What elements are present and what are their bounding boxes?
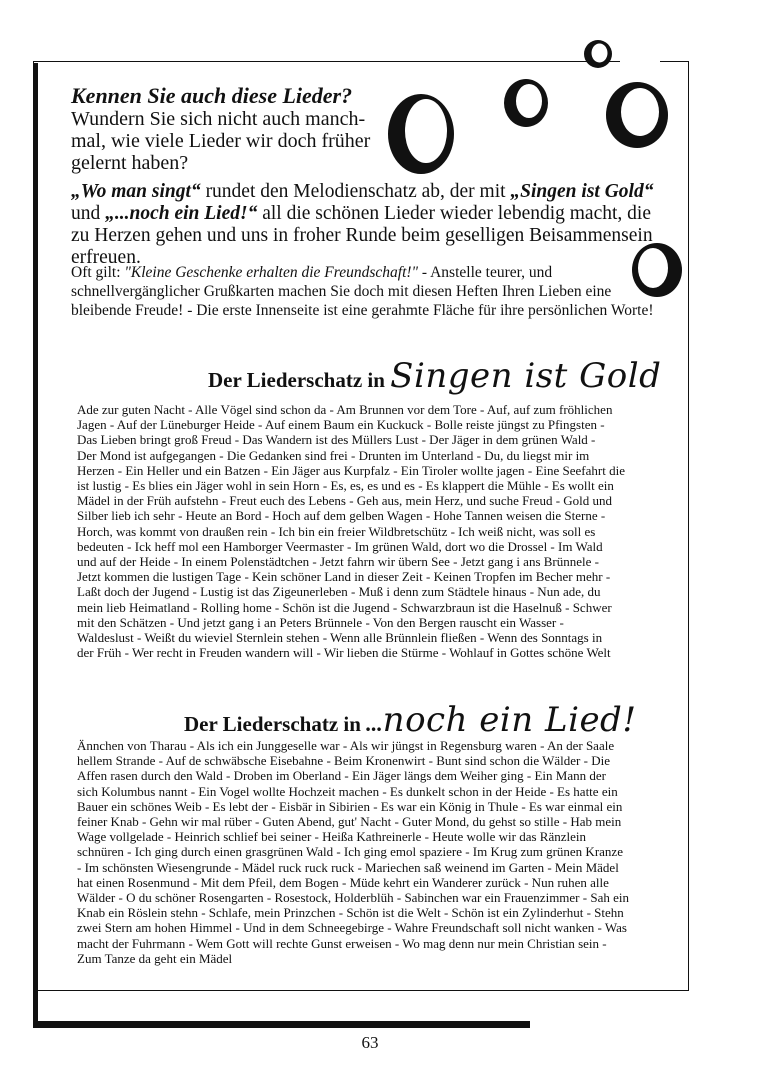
song-line: und auf der Heide - In einem Polenstädtchen - Jetzt fahrn wir übern See - Jetzt gang i ans Brünnele - bbox=[77, 554, 599, 570]
gift-text: - Anstelle teurer, und bbox=[418, 264, 553, 281]
song-line: Jetzt kommen die lustigen Tage - Kein schöner Land in dieser Zeit - Keinen Tropfen im Becher mehr - bbox=[77, 569, 611, 585]
title-singen-ist-gold: „Singen ist Gold“ bbox=[510, 181, 654, 202]
song-line: schnüren - Ich ging durch einen grasgrünen Wald - Ich ging emol spaziere - Im Krug zum grünen Kranze bbox=[77, 844, 623, 860]
heading-script: noch ein Lied! bbox=[382, 700, 637, 740]
song-line: macht der Fuhrmann - Wem Gott will rechte Gunst erweisen - Wo mag denn nur mein Christian sein - bbox=[77, 935, 607, 951]
song-line: mit den Schätzen - Und jetzt gang i an Peters Brünnele - Von den Bergen rauscht ein Wasser - bbox=[77, 614, 564, 630]
song-line: Zum Tanze da geht ein Mädel bbox=[77, 950, 233, 966]
song-line: Knab ein Röslein stehn - Schlafe, mein Prinzchen - Schön ist die Welt - Schön ist ein Zylinderhut - Stehn bbox=[77, 905, 624, 921]
song-line: Wage vollgelade - Heinrich schlief bei seiner - Heißa Kathreinerle - Heute wolle wir das Ränzlein bbox=[77, 829, 586, 845]
heading-dots: ... bbox=[366, 711, 383, 736]
section-heading-gold bbox=[208, 356, 661, 396]
song-line: Das Lieben bringt groß Freud - Das Wandern ist des Müllers Lust - Der Jäger in dem grünen Wald - bbox=[77, 432, 596, 448]
song-line: Mädel in der Früh aufstehn - Freut euch des Lebens - Geh aus, mein Herz, und suche Freud - Gold und bbox=[77, 493, 613, 509]
main-line: zu Herzen gehen und uns in froher Runde beim geselligen Beisammensein bbox=[71, 225, 653, 246]
song-list-lied bbox=[77, 738, 683, 966]
gift-line: bleibende Freude! - Die erste Innenseite ist eine gerahmte Fläche für ihre persönlichen Worte! bbox=[71, 302, 654, 319]
heading-plain: Der Liederschatz in bbox=[208, 368, 391, 392]
song-line: sich Kolumbus nannt - Ein Vogel wollte Hochzeit machen - Es dunkelt schon in der Heide - Es hatte ein bbox=[77, 783, 618, 799]
gift-line bbox=[71, 263, 683, 282]
song-line: Laßt doch der Jugend - Lustig ist das Zigeunerleben - Muß i denn zum Städtele hinaus - Nun ade, du bbox=[77, 584, 601, 600]
song-line: der Früh - Wer recht in Freuden wandern will - Wir lieben die Stürme - Wohlauf in Gottes schöne Welt bbox=[77, 645, 611, 661]
gift-note bbox=[71, 263, 683, 320]
song-line: Horch, was kommt von draußen rein - Ich bin ein freier Wildbretschütz - Ich weiß nicht, was soll es bbox=[77, 523, 596, 539]
song-line: feiner Knab - Gehn wir mal rüber - Guten Abend, gut' Nacht - Guter Mond, du gehst so stille - Hab mein bbox=[77, 814, 622, 830]
song-line: Waldeslust - Weißt du wieviel Sternlein stehen - Wenn alle Brünnlein fließen - Wenn des Sonntags in bbox=[77, 630, 603, 646]
frame-shadow-bottom bbox=[33, 1021, 530, 1028]
page-number: 63 bbox=[361, 1033, 379, 1052]
frame-gap bbox=[620, 58, 660, 64]
gift-lead: Oft gilt: bbox=[71, 264, 125, 281]
title-noch-ein-lied: „...noch ein Lied!“ bbox=[105, 203, 258, 224]
song-line: hellem Strande - Auf de schwäbsche Eisebahne - Beim Kronenwirt - Bunt sind schon die Wälder - Die bbox=[77, 753, 610, 769]
gift-line: schnellvergänglicher Grußkarten machen Sie doch mit diesen Heften Ihren Lieben eine bbox=[71, 283, 612, 300]
main-paragraph bbox=[71, 181, 683, 269]
main-line: erfreuen. bbox=[71, 247, 141, 268]
song-line: ist lustig - Es blies ein Jäger wohl in sein Horn - Es, es, es und es - Es klappert die Mühle - Es wollt ein bbox=[77, 478, 614, 494]
main-line bbox=[71, 203, 683, 225]
main-line bbox=[71, 181, 683, 203]
section-heading-lied bbox=[184, 700, 637, 740]
main-text: rundet den Melodienschatz ab, der mit bbox=[200, 181, 511, 202]
song-line: Affen rasen durch den Wald - Droben im Oberland - Ein Jäger längs dem Weiher ging - Ein Mann der bbox=[77, 768, 606, 784]
song-line: bedeuten - Ick heff mol een Hamborger Veermaster - Im grünen Wald, dort wo die Drossel - Im Wald bbox=[77, 538, 603, 554]
song-line: Ännchen von Tharau - Als ich ein Junggeselle war - Als wir jüngst in Regensburg waren - An der Saale bbox=[77, 738, 615, 753]
ring-small-icon bbox=[581, 37, 615, 71]
main-text: all die schönen Lieder wieder lebendig macht, die bbox=[257, 203, 651, 224]
intro-line: Wundern Sie sich nicht auch manch- bbox=[71, 108, 366, 130]
song-line: zwei Stern am hohen Himmel - Und in dem Schneegebirge - Wahre Freundschaft soll nicht wanken - Was bbox=[77, 920, 627, 936]
intro-title: Kennen Sie auch diese Lieder? bbox=[71, 83, 353, 108]
song-line: Wälder - O du schöner Rosengarten - Rosestock, Holderblüh - Sabinchen war ein Frauenzimmer - Sah ein bbox=[77, 890, 629, 906]
intro-block bbox=[71, 84, 683, 174]
song-line: Der Mond ist aufgegangen - Die Gedanken sind frei - Drunten im Unterland - Du, du liegst mir im bbox=[77, 447, 590, 463]
intro-line: gelernt haben? bbox=[71, 152, 189, 174]
song-line: hat einen Rosenmund - Mit dem Pfeil, dem Bogen - Müde kehrt ein Wanderer zurück - Nun ruhen alle bbox=[77, 874, 609, 890]
song-line: Silber lieb ich sehr - Heute an Bord - Hoch auf dem gelben Wagen - Hohe Tannen weisen die Sterne - bbox=[77, 508, 606, 524]
song-line: mein lieb Heimatland - Rolling home - Schön ist die Jugend - Schwarzbraun ist die Haselnuß - Schwer bbox=[77, 599, 612, 615]
song-line: Herzen - Ein Heller und ein Batzen - Ein Jäger aus Kurpfalz - Ein Tiroler wollte jagen - Eine Seefahrt die bbox=[77, 462, 625, 478]
song-line: Ade zur guten Nacht - Alle Vögel sind schon da - Am Brunnen vor dem Tore - Auf, auf zum fröhlichen bbox=[77, 402, 613, 417]
song-line: - Im schönsten Wiesengrunde - Mädel ruck ruck ruck - Mariechen saß weinend im Garten - Mein Mädel bbox=[77, 859, 619, 875]
heading-plain: Der Liederschatz in bbox=[184, 712, 367, 736]
main-text: und bbox=[71, 203, 106, 224]
intro-line: mal, wie viele Lieder wir doch früher bbox=[71, 130, 371, 152]
gift-quote: "Kleine Geschenke erhalten die Freundschaft!" bbox=[124, 264, 419, 281]
song-line: Jagen - Auf der Lüneburger Heide - Auf einem Baum ein Kuckuck - Bolle reiste jüngst zu Pfingsten - bbox=[77, 417, 605, 433]
title-wo-man-singt: „Wo man singt“ bbox=[71, 181, 201, 202]
frame-shadow-left bbox=[33, 63, 38, 1028]
intro-text bbox=[71, 108, 683, 174]
heading-script: Singen ist Gold bbox=[390, 356, 662, 396]
song-line: Bauer ein schönes Weib - Es lebt der - Eisbär in Sibirien - Es war ein König in Thule - Es war einmal ein bbox=[77, 798, 623, 814]
song-list-gold bbox=[77, 402, 683, 660]
